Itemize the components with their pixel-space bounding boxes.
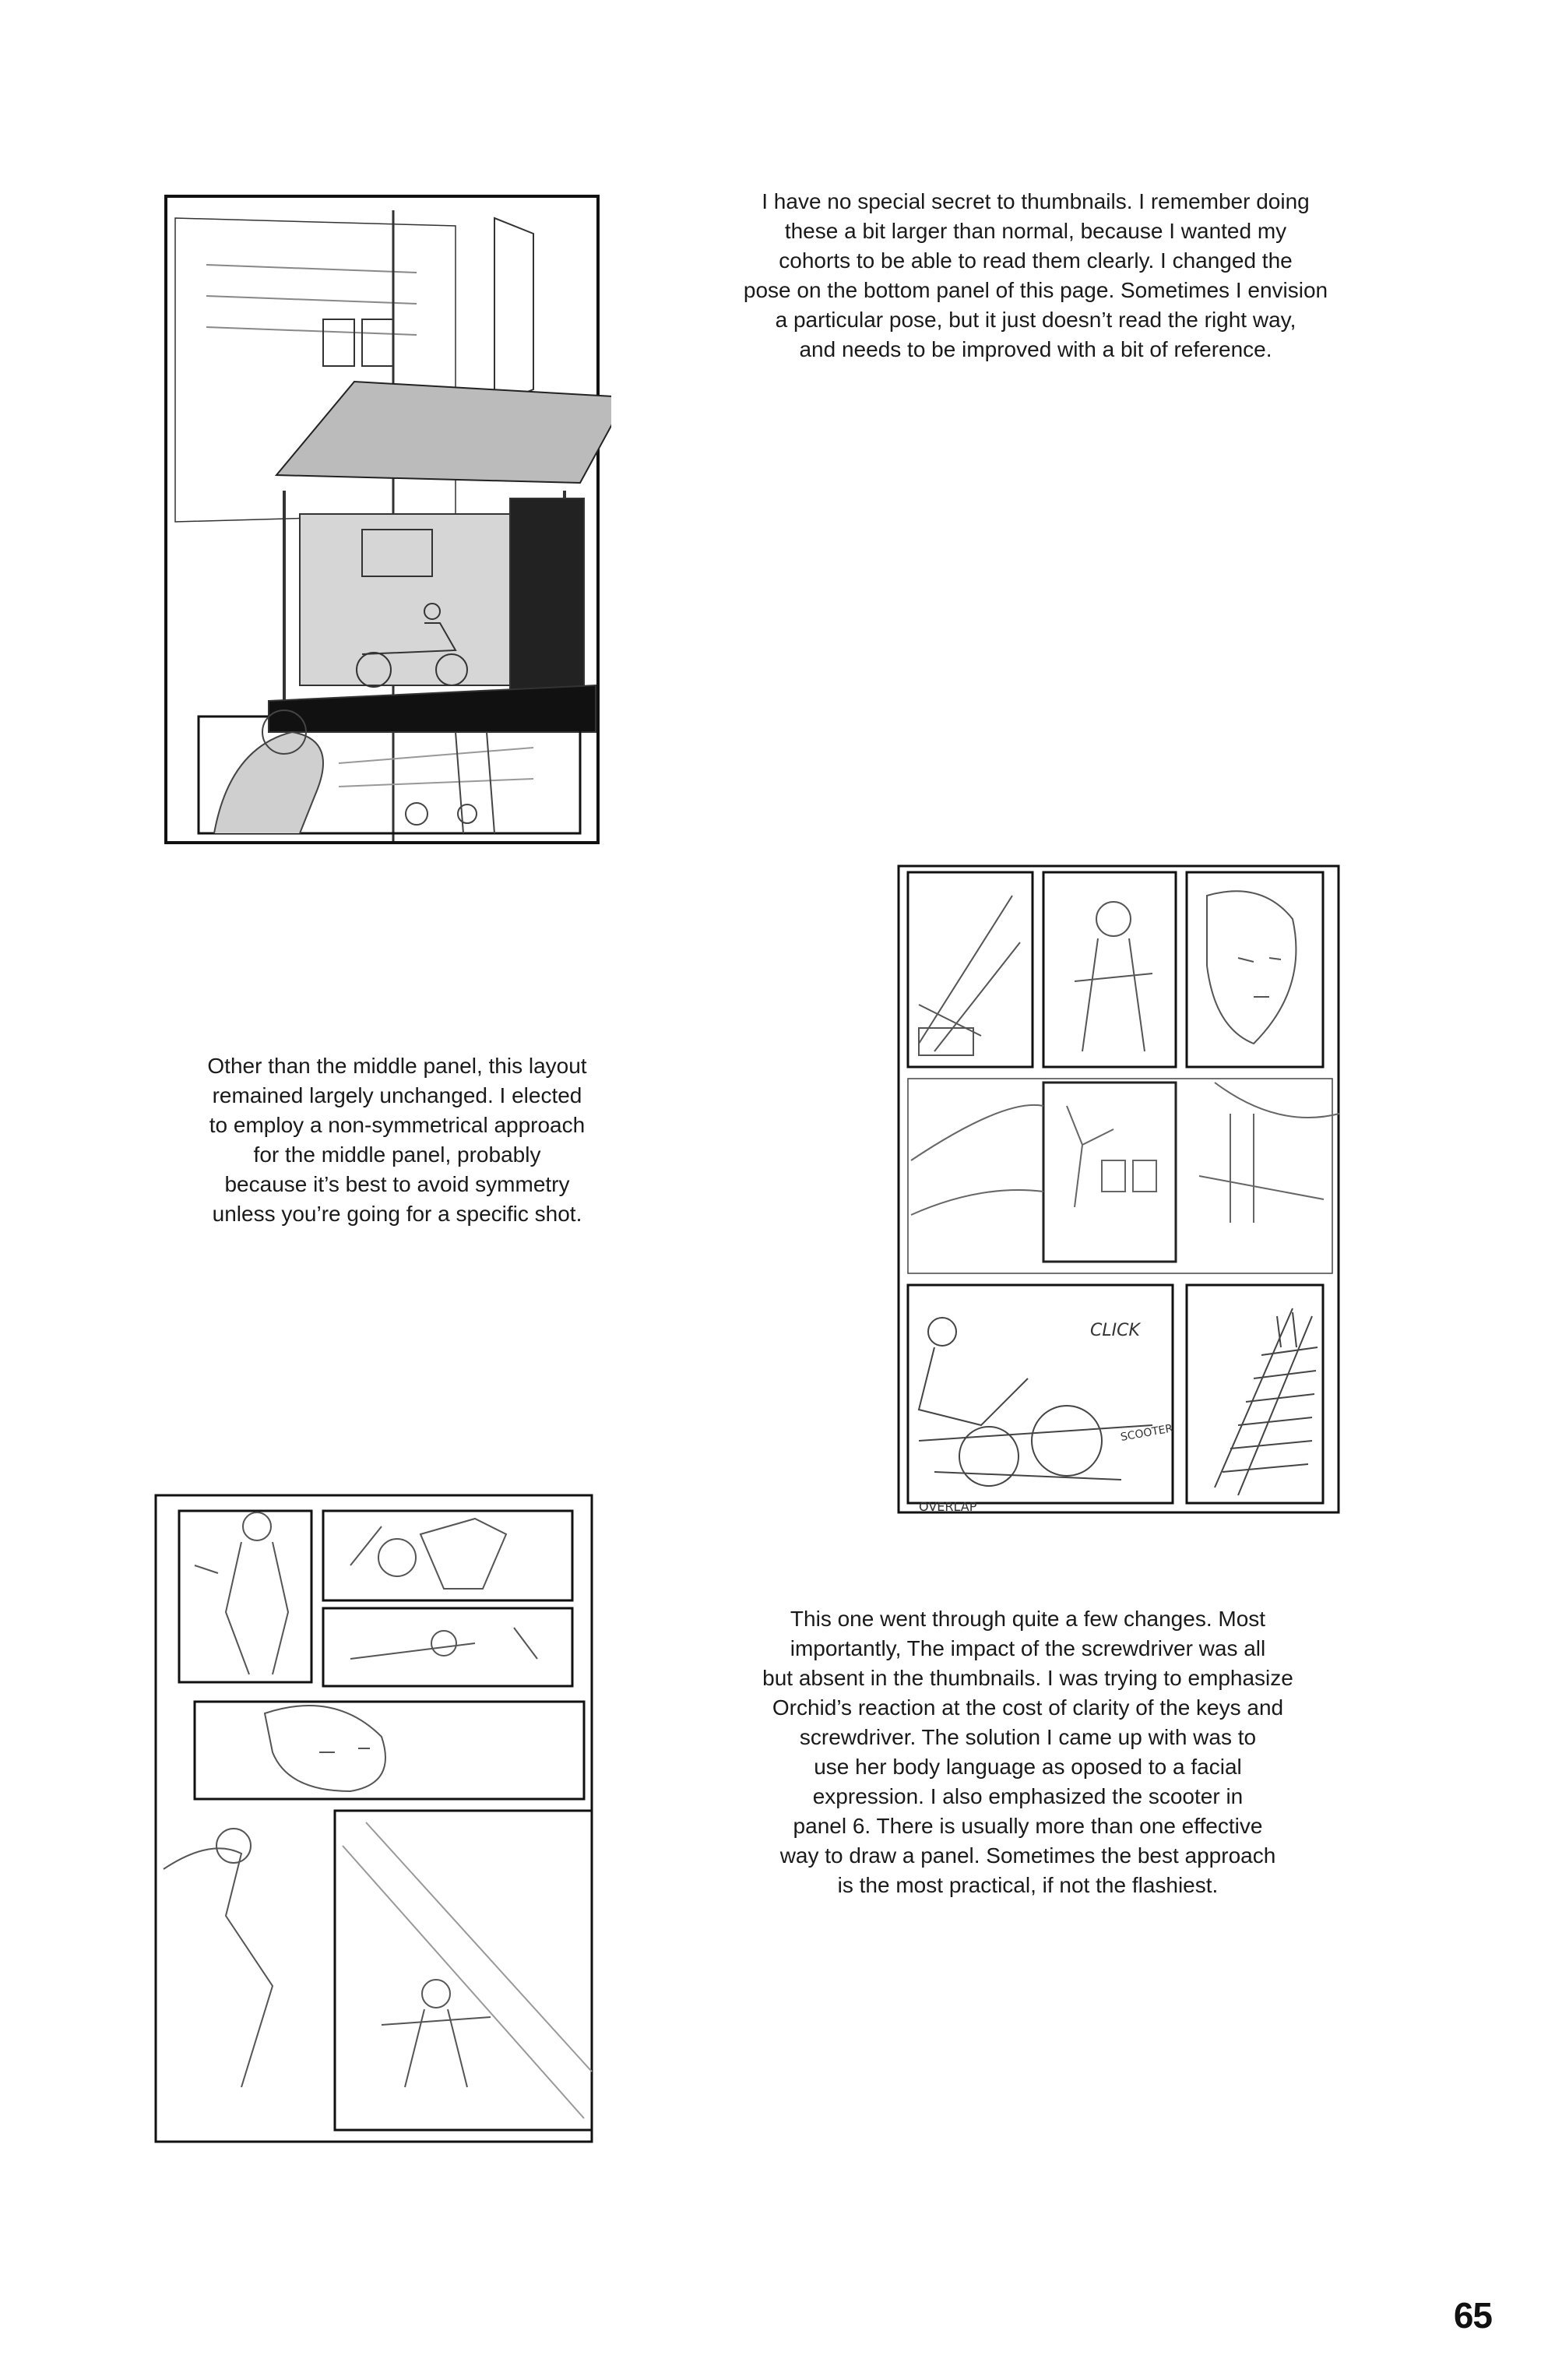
sketch-drawing-3 [148,1480,607,2149]
caption-line: for the middle panel, probably [253,1142,541,1167]
caption-line: but absent in the thumbnails. I was trying to emphasize [762,1666,1293,1690]
sketch-drawing-1 [160,187,611,849]
caption-screwdriver-changes [677,1604,1378,1900]
caption-line: and needs to be improved with a bit of reference. [799,337,1272,361]
caption-line: Other than the middle panel, this layout [207,1054,587,1078]
caption-line: screwdriver. The solution I came up with was to [799,1725,1257,1749]
caption-line: importantly, The impact of the screwdriver was all [790,1636,1266,1660]
caption-line: remained largely unchanged. I elected [212,1083,582,1107]
thumbnail-sketch-page-3 [148,1480,607,2149]
caption-line: unless you’re going for a specific shot. [212,1202,582,1226]
caption-line: is the most practical, if not the flashiest. [837,1873,1219,1897]
caption-middle-panel [148,1051,646,1229]
caption-line: panel 6. There is usually more than one effective [793,1814,1263,1838]
caption-line: these a bit larger than normal, because I wanted my [784,219,1287,243]
caption-line: to employ a non-symmetrical approach [209,1113,586,1137]
annotation-click: CLICK [1090,1321,1140,1340]
thumbnail-sketch-page-1 [160,187,611,849]
caption-line: way to draw a panel. Sometimes the best approach [779,1843,1276,1868]
annotation-scooter: SCOOTER [1119,1422,1174,1444]
sketch-drawing-2 [888,849,1355,1519]
caption-line: expression. I also emphasized the scooter in [812,1784,1244,1808]
thumbnail-sketch-page-2 [888,849,1355,1519]
annotation-overlap: OVERLAP [919,1499,977,1514]
caption-line: use her body language as oposed to a facial [814,1755,1242,1779]
caption-line: Orchid’s reaction at the cost of clarity of the keys and [772,1695,1284,1720]
page-number: 65 [1453,2295,1492,2336]
caption-line: cohorts to be able to read them clearly. I changed the [779,248,1293,273]
caption-line: a particular pose, but it just doesn’t read the right way, [775,308,1296,332]
caption-line: I have no special secret to thumbnails. I remember doing [762,189,1310,213]
caption-line: because it’s best to avoid symmetry [224,1172,570,1196]
caption-line: pose on the bottom panel of this page. Sometimes I envision [743,278,1328,302]
caption-line: This one went through quite a few changes. Most [790,1607,1266,1631]
caption-thumbnails-intro [677,187,1394,364]
